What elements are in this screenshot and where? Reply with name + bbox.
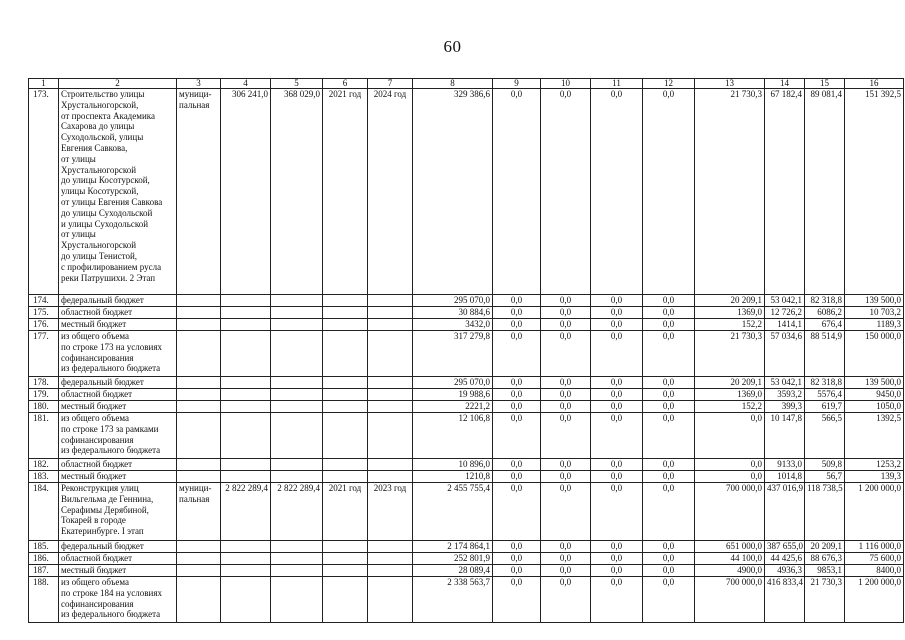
table-cell-col-11: 0,0 xyxy=(591,483,643,541)
table-cell-col-2: Строительство улицы Хрустальногорской, от проспекта Академика Сахарова до улицы Суходольской, улицы Евгения Савкова, от улицы Хрустальногорской до улицы Косотурской, улицы Косотурской, от улицы Евгения Савкова до улицы Суходольской и улицы Суходольской от улицы Хрустальногорской до улицы Тенистой, с профилированием русла реки Патрушихи. 2 Этап xyxy=(59,89,177,295)
table-cell-col-15: 9853,1 xyxy=(805,565,845,577)
table-cell-col-5 xyxy=(271,413,323,459)
table-row xyxy=(29,319,904,331)
table-cell-col-14: 53 042,1 xyxy=(765,377,805,389)
table-cell-col-5 xyxy=(271,319,323,331)
table-cell-col-9: 0,0 xyxy=(493,565,541,577)
table-cell-col-8: 12 106,8 xyxy=(413,413,493,459)
table-cell-col-13: 20 209,1 xyxy=(695,295,765,307)
table-cell-col-16: 1189,3 xyxy=(845,319,904,331)
table-cell-col-5 xyxy=(271,553,323,565)
table-cell-col-4 xyxy=(221,295,271,307)
table-cell-col-7 xyxy=(368,471,413,483)
table-cell-col-15: 82 318,8 xyxy=(805,377,845,389)
table-cell-col-9: 0,0 xyxy=(493,89,541,295)
table-cell-col-12: 0,0 xyxy=(643,483,695,541)
table-cell-col-7 xyxy=(368,331,413,377)
table-cell-col-2: местный бюджет xyxy=(59,319,177,331)
table-cell-col-14: 53 042,1 xyxy=(765,295,805,307)
table-cell-col-3 xyxy=(177,541,221,553)
table-cell-col-11: 0,0 xyxy=(591,577,643,623)
table-cell-col-10: 0,0 xyxy=(541,413,591,459)
table-cell-col-14: 44 425,6 xyxy=(765,553,805,565)
table-cell-col-4: 306 241,0 xyxy=(221,89,271,295)
table-cell-col-5 xyxy=(271,565,323,577)
table-cell-col-13: 651 000,0 xyxy=(695,541,765,553)
table-cell-col-16: 151 392,5 xyxy=(845,89,904,295)
column-number-15: 15 xyxy=(805,79,845,89)
table-cell-col-14: 57 034,6 xyxy=(765,331,805,377)
table-row xyxy=(29,307,904,319)
table-cell-col-16: 1 200 000,0 xyxy=(845,483,904,541)
table-cell-col-6 xyxy=(323,377,368,389)
table-cell-col-9: 0,0 xyxy=(493,553,541,565)
table-cell-col-1: 187. xyxy=(29,565,59,577)
table-cell-col-12: 0,0 xyxy=(643,541,695,553)
table-cell-col-16: 150 000,0 xyxy=(845,331,904,377)
table-cell-col-8: 10 896,0 xyxy=(413,459,493,471)
table-cell-col-6 xyxy=(323,331,368,377)
table-cell-col-12: 0,0 xyxy=(643,319,695,331)
table-cell-col-16: 139,3 xyxy=(845,471,904,483)
table-cell-col-12: 0,0 xyxy=(643,459,695,471)
table-cell-col-11: 0,0 xyxy=(591,307,643,319)
table-cell-col-2: из общего объема по строке 184 на условиях софинансирования из федерального бюджета xyxy=(59,577,177,623)
table-cell-col-10: 0,0 xyxy=(541,565,591,577)
table-cell-col-4 xyxy=(221,565,271,577)
table-cell-col-11: 0,0 xyxy=(591,377,643,389)
table-cell-col-15: 5576,4 xyxy=(805,389,845,401)
table-cell-col-9: 0,0 xyxy=(493,377,541,389)
table-cell-col-2: федеральный бюджет xyxy=(59,377,177,389)
table-cell-col-11: 0,0 xyxy=(591,331,643,377)
table-cell-col-11: 0,0 xyxy=(591,89,643,295)
table-cell-col-5 xyxy=(271,307,323,319)
table-cell-col-8: 19 988,6 xyxy=(413,389,493,401)
table-cell-col-13: 21 730,3 xyxy=(695,331,765,377)
table-cell-col-8: 317 279,8 xyxy=(413,331,493,377)
table-cell-col-16: 139 500,0 xyxy=(845,377,904,389)
table-cell-col-4 xyxy=(221,471,271,483)
table-cell-col-6 xyxy=(323,319,368,331)
table-cell-col-9: 0,0 xyxy=(493,483,541,541)
table-cell-col-13: 21 730,3 xyxy=(695,89,765,295)
table-cell-col-11: 0,0 xyxy=(591,565,643,577)
column-number-8: 8 xyxy=(413,79,493,89)
table-cell-col-10: 0,0 xyxy=(541,377,591,389)
table-cell-col-2: областной бюджет xyxy=(59,459,177,471)
table-cell-col-10: 0,0 xyxy=(541,389,591,401)
column-number-12: 12 xyxy=(643,79,695,89)
table-cell-col-15: 88 514,9 xyxy=(805,331,845,377)
table-cell-col-3 xyxy=(177,389,221,401)
table-cell-col-15: 619,7 xyxy=(805,401,845,413)
table-cell-col-8: 2 455 755,4 xyxy=(413,483,493,541)
table-cell-col-12: 0,0 xyxy=(643,307,695,319)
table-cell-col-1: 174. xyxy=(29,295,59,307)
table-cell-col-16: 1392,5 xyxy=(845,413,904,459)
table-cell-col-14: 1014,8 xyxy=(765,471,805,483)
table-cell-col-3 xyxy=(177,319,221,331)
table-cell-col-2: областной бюджет xyxy=(59,553,177,565)
table-cell-col-12: 0,0 xyxy=(643,377,695,389)
table-cell-col-6 xyxy=(323,413,368,459)
table-cell-col-5 xyxy=(271,577,323,623)
table-cell-col-8: 252 801,9 xyxy=(413,553,493,565)
table-cell-col-16: 1 116 000,0 xyxy=(845,541,904,553)
table-cell-col-3 xyxy=(177,553,221,565)
table-cell-col-2: областной бюджет xyxy=(59,389,177,401)
table-cell-col-13: 700 000,0 xyxy=(695,577,765,623)
column-number-2: 2 xyxy=(59,79,177,89)
table-cell-col-13: 0,0 xyxy=(695,471,765,483)
table-cell-col-1: 182. xyxy=(29,459,59,471)
table-cell-col-2: Реконструкция улиц Вильгельма де Геннина, Серафимы Дерябиной, Токарей в городе Екатеринбурге. I этап xyxy=(59,483,177,541)
table-cell-col-12: 0,0 xyxy=(643,577,695,623)
table-cell-col-1: 175. xyxy=(29,307,59,319)
table-cell-col-9: 0,0 xyxy=(493,459,541,471)
table-cell-col-12: 0,0 xyxy=(643,401,695,413)
table-cell-col-16: 1 200 000,0 xyxy=(845,577,904,623)
table-cell-col-13: 0,0 xyxy=(695,413,765,459)
column-number-row xyxy=(29,79,904,89)
table-cell-col-6 xyxy=(323,401,368,413)
table-cell-col-6 xyxy=(323,389,368,401)
table-cell-col-7 xyxy=(368,377,413,389)
table-cell-col-4 xyxy=(221,577,271,623)
table-cell-col-10: 0,0 xyxy=(541,471,591,483)
table-row xyxy=(29,459,904,471)
table-cell-col-11: 0,0 xyxy=(591,459,643,471)
table-cell-col-1: 176. xyxy=(29,319,59,331)
table-cell-col-6 xyxy=(323,577,368,623)
column-number-3: 3 xyxy=(177,79,221,89)
column-number-5: 5 xyxy=(271,79,323,89)
table-cell-col-11: 0,0 xyxy=(591,471,643,483)
table-cell-col-5: 2 822 289,4 xyxy=(271,483,323,541)
table-row xyxy=(29,577,904,623)
table-cell-col-2: из общего объема по строке 173 за рамками софинансирования из федерального бюджета xyxy=(59,413,177,459)
table-cell-col-7 xyxy=(368,307,413,319)
table-cell-col-11: 0,0 xyxy=(591,389,643,401)
table-cell-col-7: 2023 год xyxy=(368,483,413,541)
table-cell-col-9: 0,0 xyxy=(493,331,541,377)
table-cell-col-12: 0,0 xyxy=(643,553,695,565)
table-row xyxy=(29,331,904,377)
table-cell-col-16: 75 600,0 xyxy=(845,553,904,565)
table-cell-col-6 xyxy=(323,295,368,307)
table-cell-col-15: 21 730,3 xyxy=(805,577,845,623)
table-cell-col-3 xyxy=(177,295,221,307)
table-cell-col-13: 152,2 xyxy=(695,319,765,331)
table-cell-col-2: из общего объема по строке 173 на условиях софинансирования из федерального бюджета xyxy=(59,331,177,377)
table-cell-col-16: 8400,0 xyxy=(845,565,904,577)
table-cell-col-3: муници- пальная xyxy=(177,483,221,541)
table-cell-col-3: муници- пальная xyxy=(177,89,221,295)
table-cell-col-1: 183. xyxy=(29,471,59,483)
table-cell-col-1: 173. xyxy=(29,89,59,295)
table-cell-col-8: 295 070,0 xyxy=(413,295,493,307)
table-cell-col-12: 0,0 xyxy=(643,89,695,295)
table-cell-col-5 xyxy=(271,401,323,413)
table-cell-col-4 xyxy=(221,401,271,413)
table-cell-col-14: 399,3 xyxy=(765,401,805,413)
table-cell-col-1: 188. xyxy=(29,577,59,623)
table-cell-col-14: 9133,0 xyxy=(765,459,805,471)
table-cell-col-7 xyxy=(368,459,413,471)
budget-table xyxy=(28,78,904,623)
table-row xyxy=(29,553,904,565)
table-cell-col-6: 2021 год xyxy=(323,89,368,295)
table-cell-col-4 xyxy=(221,413,271,459)
column-number-10: 10 xyxy=(541,79,591,89)
table-cell-col-1: 186. xyxy=(29,553,59,565)
table-cell-col-1: 179. xyxy=(29,389,59,401)
table-cell-col-2: областной бюджет xyxy=(59,307,177,319)
table-cell-col-14: 67 182,4 xyxy=(765,89,805,295)
table-row xyxy=(29,413,904,459)
table-cell-col-2: федеральный бюджет xyxy=(59,295,177,307)
table-cell-col-7 xyxy=(368,295,413,307)
table-cell-col-10: 0,0 xyxy=(541,577,591,623)
table-cell-col-3 xyxy=(177,565,221,577)
table-cell-col-15: 82 318,8 xyxy=(805,295,845,307)
table-cell-col-1: 181. xyxy=(29,413,59,459)
table-cell-col-12: 0,0 xyxy=(643,565,695,577)
table-cell-col-9: 0,0 xyxy=(493,471,541,483)
table-cell-col-8: 2 174 864,1 xyxy=(413,541,493,553)
table-cell-col-9: 0,0 xyxy=(493,401,541,413)
table-cell-col-5 xyxy=(271,459,323,471)
table-cell-col-11: 0,0 xyxy=(591,553,643,565)
table-row xyxy=(29,541,904,553)
table-cell-col-8: 28 089,4 xyxy=(413,565,493,577)
table-cell-col-10: 0,0 xyxy=(541,295,591,307)
table-row xyxy=(29,565,904,577)
table-row xyxy=(29,471,904,483)
table-cell-col-12: 0,0 xyxy=(643,295,695,307)
table-cell-col-11: 0,0 xyxy=(591,541,643,553)
table-cell-col-10: 0,0 xyxy=(541,89,591,295)
table-cell-col-4: 2 822 289,4 xyxy=(221,483,271,541)
table-cell-col-6 xyxy=(323,471,368,483)
table-cell-col-4 xyxy=(221,307,271,319)
table-cell-col-4 xyxy=(221,377,271,389)
table-cell-col-5 xyxy=(271,541,323,553)
table-cell-col-9: 0,0 xyxy=(493,307,541,319)
table-cell-col-3 xyxy=(177,331,221,377)
table-cell-col-10: 0,0 xyxy=(541,459,591,471)
table-cell-col-6 xyxy=(323,565,368,577)
table-cell-col-5 xyxy=(271,377,323,389)
table-cell-col-12: 0,0 xyxy=(643,413,695,459)
table-cell-col-6: 2021 год xyxy=(323,483,368,541)
table-cell-col-15: 6086,2 xyxy=(805,307,845,319)
table-row xyxy=(29,89,904,295)
table-row xyxy=(29,295,904,307)
table-cell-col-9: 0,0 xyxy=(493,541,541,553)
table-cell-col-13: 1369,0 xyxy=(695,389,765,401)
column-number-1: 1 xyxy=(29,79,59,89)
table-cell-col-3 xyxy=(177,307,221,319)
table-cell-col-13: 152,2 xyxy=(695,401,765,413)
table-cell-col-9: 0,0 xyxy=(493,577,541,623)
table-cell-col-3 xyxy=(177,377,221,389)
table-cell-col-14: 416 833,4 xyxy=(765,577,805,623)
table-cell-col-3 xyxy=(177,401,221,413)
table-cell-col-15: 20 209,1 xyxy=(805,541,845,553)
table-cell-col-16: 1050,0 xyxy=(845,401,904,413)
table-cell-col-12: 0,0 xyxy=(643,471,695,483)
column-number-11: 11 xyxy=(591,79,643,89)
table-cell-col-8: 3432,0 xyxy=(413,319,493,331)
table-cell-col-3 xyxy=(177,471,221,483)
table-cell-col-4 xyxy=(221,319,271,331)
table-cell-col-7 xyxy=(368,401,413,413)
table-cell-col-14: 12 726,2 xyxy=(765,307,805,319)
table-cell-col-10: 0,0 xyxy=(541,401,591,413)
table-cell-col-8: 30 884,6 xyxy=(413,307,493,319)
table-row xyxy=(29,483,904,541)
table-cell-col-15: 118 738,5 xyxy=(805,483,845,541)
table-cell-col-14: 10 147,8 xyxy=(765,413,805,459)
table-cell-col-15: 88 676,3 xyxy=(805,553,845,565)
column-number-13: 13 xyxy=(695,79,765,89)
table-cell-col-6 xyxy=(323,541,368,553)
table-cell-col-11: 0,0 xyxy=(591,295,643,307)
table-cell-col-13: 0,0 xyxy=(695,459,765,471)
table-cell-col-1: 177. xyxy=(29,331,59,377)
table-cell-col-16: 9450,0 xyxy=(845,389,904,401)
table-cell-col-8: 2 338 563,7 xyxy=(413,577,493,623)
table-cell-col-13: 1369,0 xyxy=(695,307,765,319)
table-cell-col-12: 0,0 xyxy=(643,331,695,377)
column-number-9: 9 xyxy=(493,79,541,89)
table-cell-col-10: 0,0 xyxy=(541,307,591,319)
table-cell-col-7 xyxy=(368,565,413,577)
table-cell-col-2: местный бюджет xyxy=(59,401,177,413)
table-cell-col-13: 44 100,0 xyxy=(695,553,765,565)
table-cell-col-14: 437 016,9 xyxy=(765,483,805,541)
table-cell-col-8: 295 070,0 xyxy=(413,377,493,389)
table-cell-col-11: 0,0 xyxy=(591,413,643,459)
column-number-4: 4 xyxy=(221,79,271,89)
table-cell-col-4 xyxy=(221,459,271,471)
table-row xyxy=(29,377,904,389)
table-cell-col-10: 0,0 xyxy=(541,553,591,565)
table-cell-col-3 xyxy=(177,459,221,471)
table-cell-col-10: 0,0 xyxy=(541,331,591,377)
table-cell-col-2: местный бюджет xyxy=(59,471,177,483)
table-cell-col-13: 20 209,1 xyxy=(695,377,765,389)
table-cell-col-12: 0,0 xyxy=(643,389,695,401)
table-cell-col-11: 0,0 xyxy=(591,319,643,331)
table-cell-col-5 xyxy=(271,295,323,307)
table-cell-col-16: 139 500,0 xyxy=(845,295,904,307)
table-cell-col-1: 184. xyxy=(29,483,59,541)
table-cell-col-8: 329 386,6 xyxy=(413,89,493,295)
table-cell-col-6 xyxy=(323,553,368,565)
table-cell-col-7 xyxy=(368,413,413,459)
table-cell-col-7: 2024 год xyxy=(368,89,413,295)
table-cell-col-14: 3593,2 xyxy=(765,389,805,401)
table-cell-col-15: 89 081,4 xyxy=(805,89,845,295)
table-body xyxy=(29,79,904,623)
table-cell-col-16: 1253,2 xyxy=(845,459,904,471)
column-number-14: 14 xyxy=(765,79,805,89)
table-cell-col-2: местный бюджет xyxy=(59,565,177,577)
table-cell-col-9: 0,0 xyxy=(493,319,541,331)
table-cell-col-1: 178. xyxy=(29,377,59,389)
table-cell-col-2: федеральный бюджет xyxy=(59,541,177,553)
table-cell-col-7 xyxy=(368,389,413,401)
table-row xyxy=(29,401,904,413)
table-cell-col-7 xyxy=(368,541,413,553)
table-cell-col-5 xyxy=(271,471,323,483)
table-cell-col-10: 0,0 xyxy=(541,541,591,553)
table-cell-col-10: 0,0 xyxy=(541,319,591,331)
table-cell-col-9: 0,0 xyxy=(493,389,541,401)
table-cell-col-6 xyxy=(323,459,368,471)
table-cell-col-9: 0,0 xyxy=(493,413,541,459)
table-cell-col-7 xyxy=(368,553,413,565)
table-cell-col-14: 1414,1 xyxy=(765,319,805,331)
table-cell-col-10: 0,0 xyxy=(541,483,591,541)
table-cell-col-6 xyxy=(323,307,368,319)
table-cell-col-1: 180. xyxy=(29,401,59,413)
table-cell-col-4 xyxy=(221,389,271,401)
column-number-6: 6 xyxy=(323,79,368,89)
table-cell-col-15: 56,7 xyxy=(805,471,845,483)
table-cell-col-11: 0,0 xyxy=(591,401,643,413)
table-cell-col-5: 368 029,0 xyxy=(271,89,323,295)
table-cell-col-13: 700 000,0 xyxy=(695,483,765,541)
column-number-16: 16 xyxy=(845,79,904,89)
table-cell-col-13: 4900,0 xyxy=(695,565,765,577)
table-cell-col-3 xyxy=(177,577,221,623)
table-cell-col-7 xyxy=(368,577,413,623)
table-cell-col-5 xyxy=(271,389,323,401)
column-number-7: 7 xyxy=(368,79,413,89)
table-cell-col-8: 1210,8 xyxy=(413,471,493,483)
table-cell-col-4 xyxy=(221,553,271,565)
table-cell-col-15: 509,8 xyxy=(805,459,845,471)
table-cell-col-4 xyxy=(221,331,271,377)
table-cell-col-1: 185. xyxy=(29,541,59,553)
table-cell-col-9: 0,0 xyxy=(493,295,541,307)
table-cell-col-15: 676,4 xyxy=(805,319,845,331)
table-cell-col-4 xyxy=(221,541,271,553)
table-cell-col-5 xyxy=(271,331,323,377)
table-cell-col-16: 10 703,2 xyxy=(845,307,904,319)
table-cell-col-14: 387 655,0 xyxy=(765,541,805,553)
table-row xyxy=(29,389,904,401)
table-cell-col-7 xyxy=(368,319,413,331)
page-number: 60 xyxy=(443,37,462,56)
table-cell-col-14: 4936,3 xyxy=(765,565,805,577)
table-cell-col-15: 566,5 xyxy=(805,413,845,459)
table-cell-col-8: 2221,2 xyxy=(413,401,493,413)
table-cell-col-3 xyxy=(177,413,221,459)
